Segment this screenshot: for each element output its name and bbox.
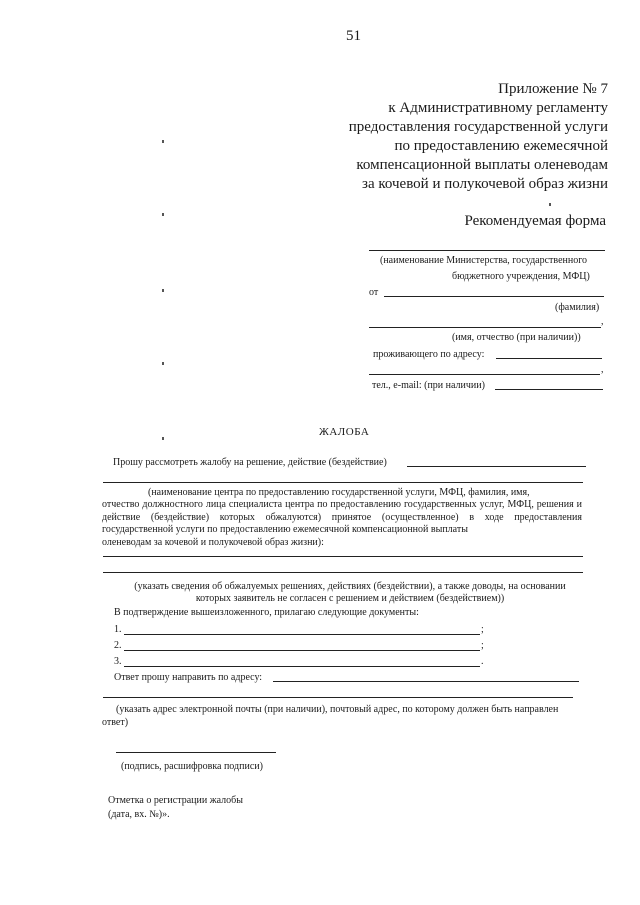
request-label: Прошу рассмотреть жалобу на решение, действие (бездействие)	[113, 457, 387, 468]
attachment-field-1[interactable]	[124, 634, 480, 635]
residence-address-field[interactable]	[496, 358, 602, 359]
names-note-first: (наименование центра по предоставлению государственной услуги, МФЦ, фамилия, имя,	[148, 487, 530, 498]
names-note-body: отчество должностного лица специалиста центра по предоставлению государственных услуг, МФЦ, решения и действие (бездействие) которых обжалуются) принятое (осуществленное) в ходе предоставления государственной услуги по предоставлению ежемесячной компенсационной выплаты	[102, 499, 582, 535]
organization-note-2: бюджетного учреждения, МФЦ)	[452, 271, 590, 282]
names-note	[102, 499, 582, 549]
complaint-title: ЖАЛОБА	[319, 426, 370, 438]
appendix-line: компенсационной выплаты оленеводам	[356, 157, 608, 173]
appendix-line: Приложение № 7	[498, 81, 608, 97]
address-field-comma: ,	[601, 364, 604, 375]
scan-speck	[162, 140, 164, 143]
details-field-1[interactable]	[103, 556, 583, 557]
attachment-number: 2.	[114, 640, 122, 651]
attachment-end: ;	[481, 640, 484, 651]
recommended-form-label: Рекомендуемая форма	[464, 213, 606, 229]
surname-field[interactable]	[384, 296, 604, 297]
attachment-end: .	[481, 656, 484, 667]
appendix-header	[349, 80, 608, 194]
details-note-2: которых заявитель не согласен с решением и действием (бездействием))	[195, 593, 505, 604]
address-note-last: ответ)	[102, 717, 129, 728]
reply-label: Ответ прошу направить по адресу:	[114, 672, 263, 683]
attachment-field-2[interactable]	[124, 650, 480, 651]
appendix-line: за кочевой и полукочевой образ жизни	[362, 176, 608, 192]
scan-speck	[162, 362, 164, 365]
signature-field[interactable]	[116, 752, 276, 753]
address-note-first: (указать адрес электронной почты (при наличии), почтовый адрес, по которому должен быть направлен	[116, 704, 559, 715]
reply-address-field-2[interactable]	[103, 697, 573, 698]
details-field-2[interactable]	[103, 572, 583, 573]
surname-note: (фамилия)	[555, 302, 600, 313]
request-field[interactable]	[407, 466, 586, 467]
reply-address-field[interactable]	[273, 681, 579, 682]
details-note	[110, 581, 590, 605]
appendix-line: к Административному регламенту	[388, 100, 608, 116]
names-note-last: оленеводам за кочевой и полукочевой образ жизни):	[102, 536, 324, 548]
registration-label: Отметка о регистрации жалобы	[108, 795, 243, 806]
from-label: от	[369, 287, 379, 298]
attachments-label: В подтверждение вышеизложенного, прилагаю следующие документы:	[114, 607, 419, 618]
page-number: 51	[346, 28, 361, 44]
residing-label: проживающего по адресу:	[373, 349, 485, 360]
scan-speck	[162, 289, 164, 292]
registration-note: (дата, вх. №)».	[108, 809, 170, 820]
organization-field[interactable]	[369, 250, 605, 251]
scan-speck	[162, 213, 164, 216]
attachment-number: 3.	[114, 656, 122, 667]
appendix-line: по предоставлению ежемесячной	[394, 138, 608, 154]
scan-speck	[549, 203, 551, 206]
request-field-2[interactable]	[103, 482, 583, 483]
signature-note: (подпись, расшифровка подписи)	[121, 761, 263, 772]
attachment-number: 1.	[114, 624, 122, 635]
scan-speck	[162, 437, 164, 440]
attachment-end: ;	[481, 624, 484, 635]
name-note: (имя, отчество (при наличии))	[452, 332, 581, 343]
attachment-field-3[interactable]	[124, 666, 480, 667]
details-note-1: (указать сведения об обжалуемых решениях, действиях (бездействии), а также доводы, на основании	[134, 581, 566, 592]
appendix-line: предоставления государственной услуги	[348, 119, 608, 135]
contact-label: тел., e-mail: (при наличии)	[372, 380, 485, 391]
name-field-comma: ,	[601, 316, 604, 327]
contact-field[interactable]	[495, 389, 603, 390]
residence-address-field-2[interactable]	[369, 374, 600, 375]
name-field[interactable]	[369, 327, 601, 328]
organization-note-1: (наименование Министерства, государственного	[380, 255, 588, 266]
